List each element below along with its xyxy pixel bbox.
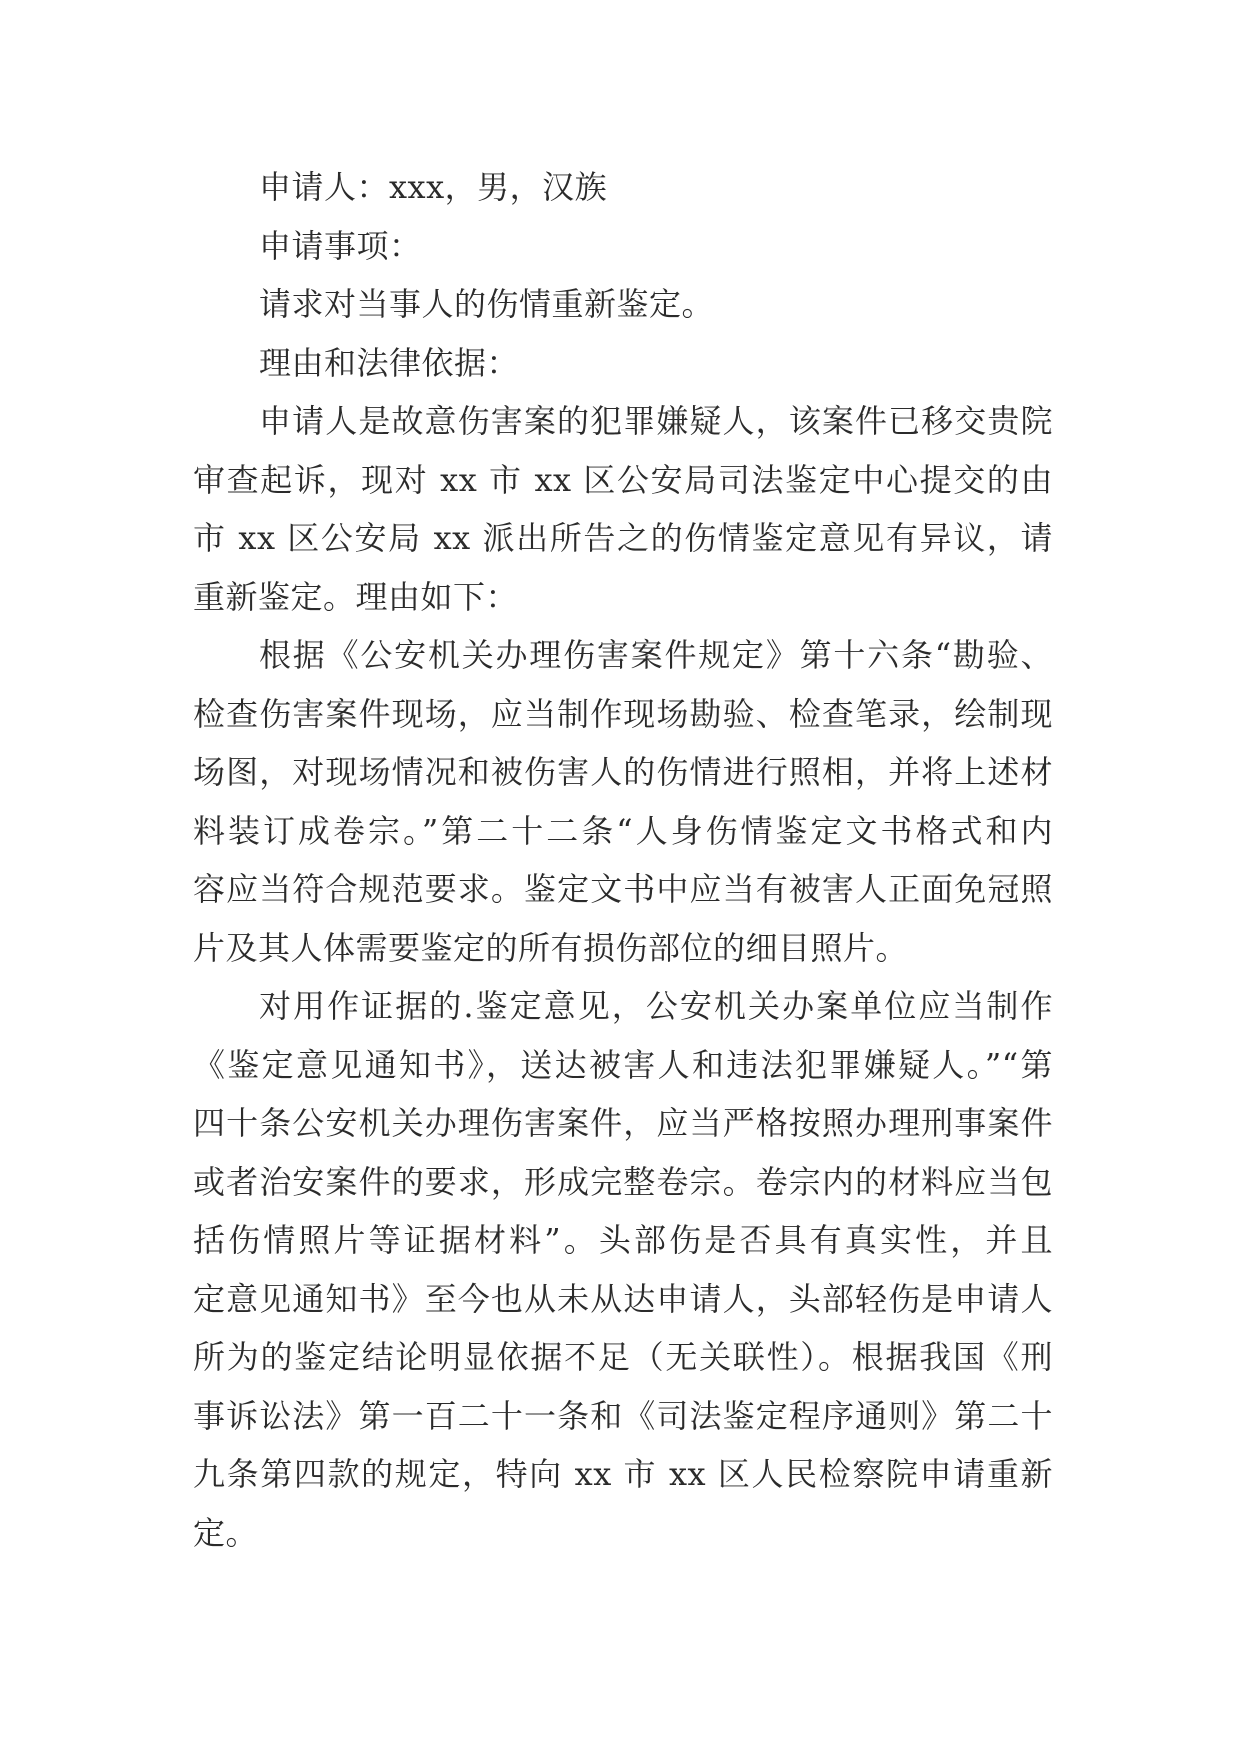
paragraph-line: 市 xx 区公安局 xx 派出所告之的伤情鉴定意见有异议，请 [193, 519, 1053, 557]
request-content: 请求对当事人的伤情重新鉴定。 [259, 285, 715, 323]
paragraph-line: 所为的鉴定结论明显依据不足（无关联性）。根据我国《刑 [193, 1338, 1053, 1376]
paragraph-line: 容应当符合规范要求。鉴定文书中应当有被害人正面免冠照 [193, 870, 1053, 908]
paragraph-line: 《鉴定意见通知书》，送达被害人和违法犯罪嫌疑人。”“第 [193, 1045, 1053, 1084]
reasons-heading: 理由和法律依据： [259, 343, 520, 382]
paragraph-line: 检查伤害案件现场，应当制作现场勘验、检查笔录，绘制现 [193, 694, 1053, 733]
paragraph-line: 或者治安案件的要求，形成完整卷宗。卷宗内的材料应当包 [193, 1162, 1053, 1201]
applicant-line: 申请人：xxx，男，汉族 [259, 168, 608, 206]
paragraph-line: 括伤情照片等证据材料”。头部伤是否具有真实性，并且 [193, 1221, 1053, 1259]
paragraph-line: 重新鉴定。理由如下： [193, 577, 519, 616]
paragraph-line: 场图，对现场情况和被伤害人的伤情进行照相，并将上述材 [193, 753, 1053, 791]
request-heading: 申请事项： [259, 226, 422, 265]
paragraph-line: 料装订成卷宗。”第二十二条“人身伤情鉴定文书格式和内 [193, 811, 1053, 850]
paragraph-line: 申请人是故意伤害案的犯罪嫌疑人，该案件已移交贵院 [259, 402, 1053, 440]
paragraph-line: 事诉讼法》第一百二十一条和《司法鉴定程序通则》第二十 [193, 1396, 1053, 1435]
document-body [193, 158, 1053, 1562]
paragraph-line: 根据《公安机关办理伤害案件规定》第十六条“勘验、 [259, 636, 1053, 674]
paragraph-line: 审查起诉，现对 xx 市 xx 区公安局司法鉴定中心提交的由 [193, 460, 1053, 499]
paragraph-line: 对用作证据的.鉴定意见，公安机关办案单位应当制作 [259, 987, 1053, 1025]
paragraph-line: 四十条公安机关办理伤害案件，应当严格按照办理刑事案件 [193, 1104, 1053, 1142]
paragraph-line: 定意见通知书》至今也从未从达申请人，头部轻伤是申请人 [193, 1279, 1053, 1318]
paragraph-line: 九条第四款的规定，特向 xx 市 xx 区人民检察院申请重新 [193, 1455, 1053, 1493]
paragraph-line: 定。 [193, 1513, 259, 1552]
paragraph-line: 片及其人体需要鉴定的所有损伤部位的细目照片。 [193, 928, 909, 967]
